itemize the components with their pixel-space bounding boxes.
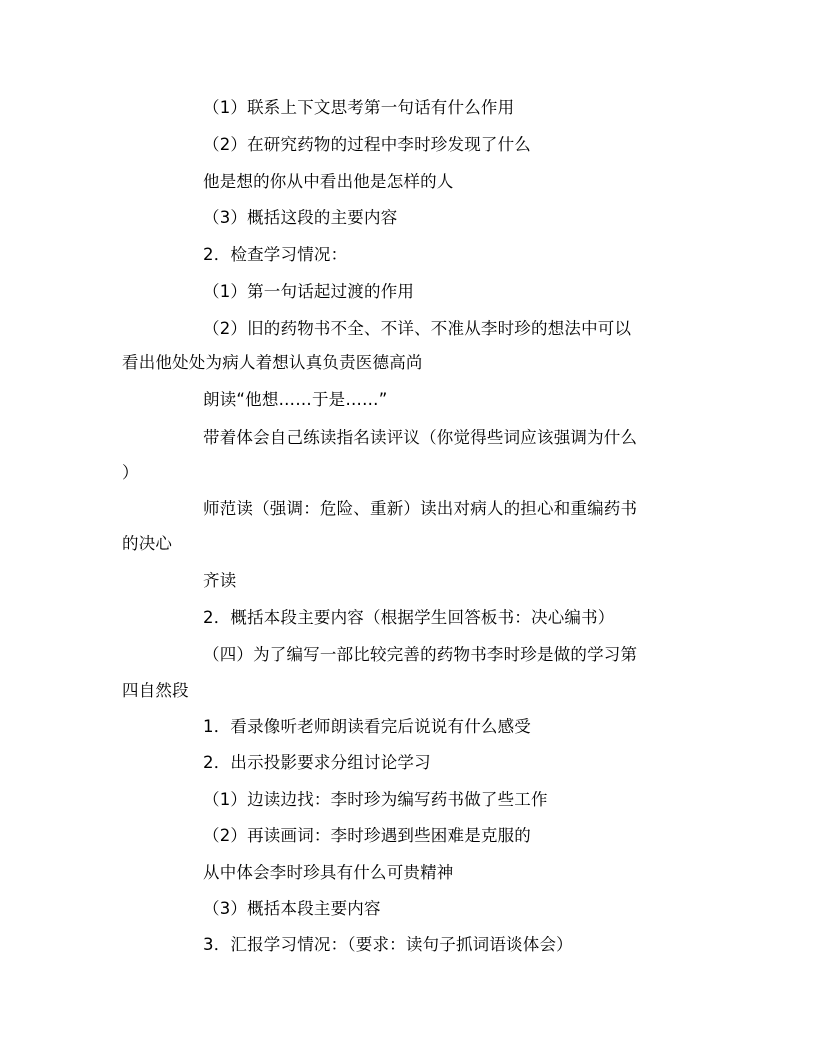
text-line: （四）为了编写一部比较完善的药物书李时珍是做的学习第 — [203, 645, 638, 664]
text-line: （1）联系上下文思考第一句话有什么作用 — [203, 98, 515, 117]
text-line: 1．看录像听老师朗读看完后说说有什么感受 — [203, 717, 531, 736]
text-line: 带着体会自己练读指名读评议（你觉得些词应该强调为什么 — [203, 428, 638, 447]
text-line: 3．汇报学习情况：（要求：读句子抓词语谈体会） — [203, 935, 573, 954]
text-line: 2．检查学习情况： — [203, 245, 348, 264]
text-line: 2．出示投影要求分组讨论学习 — [203, 753, 431, 772]
text-line: 师范读（强调：危险、重新）读出对病人的担心和重编药书 — [203, 499, 638, 518]
text-line: （2）在研究药物的过程中李时珍发现了什么 — [203, 135, 531, 154]
text-line: 四自然段 — [122, 681, 189, 700]
text-line: 齐读 — [203, 571, 237, 590]
text-line: （3）概括这段的主要内容 — [203, 208, 398, 227]
text-line: 的决心 — [122, 534, 173, 553]
text-line: 朗读“他想……于是……” — [203, 390, 388, 409]
text-line: （2）再读画词：李时珍遇到些困难是克服的 — [203, 826, 531, 845]
text-line: ） — [122, 463, 139, 482]
text-line: （2）旧的药物书不全、不详、不准从李时珍的想法中可以 — [203, 319, 632, 338]
text-line: 从中体会李时珍具有什么可贵精神 — [203, 863, 454, 882]
text-line: 2．概括本段主要内容（根据学生回答板书：决心编书） — [203, 608, 615, 627]
text-line: 看出他处处为病人着想认真负责医德高尚 — [122, 353, 423, 372]
text-line: （3）概括本段主要内容 — [203, 899, 381, 918]
text-line: 他是想的你从中看出他是怎样的人 — [203, 172, 454, 191]
text-line: （1）第一句话起过渡的作用 — [203, 282, 415, 301]
text-line: （1）边读边找：李时珍为编写药书做了些工作 — [203, 790, 548, 809]
